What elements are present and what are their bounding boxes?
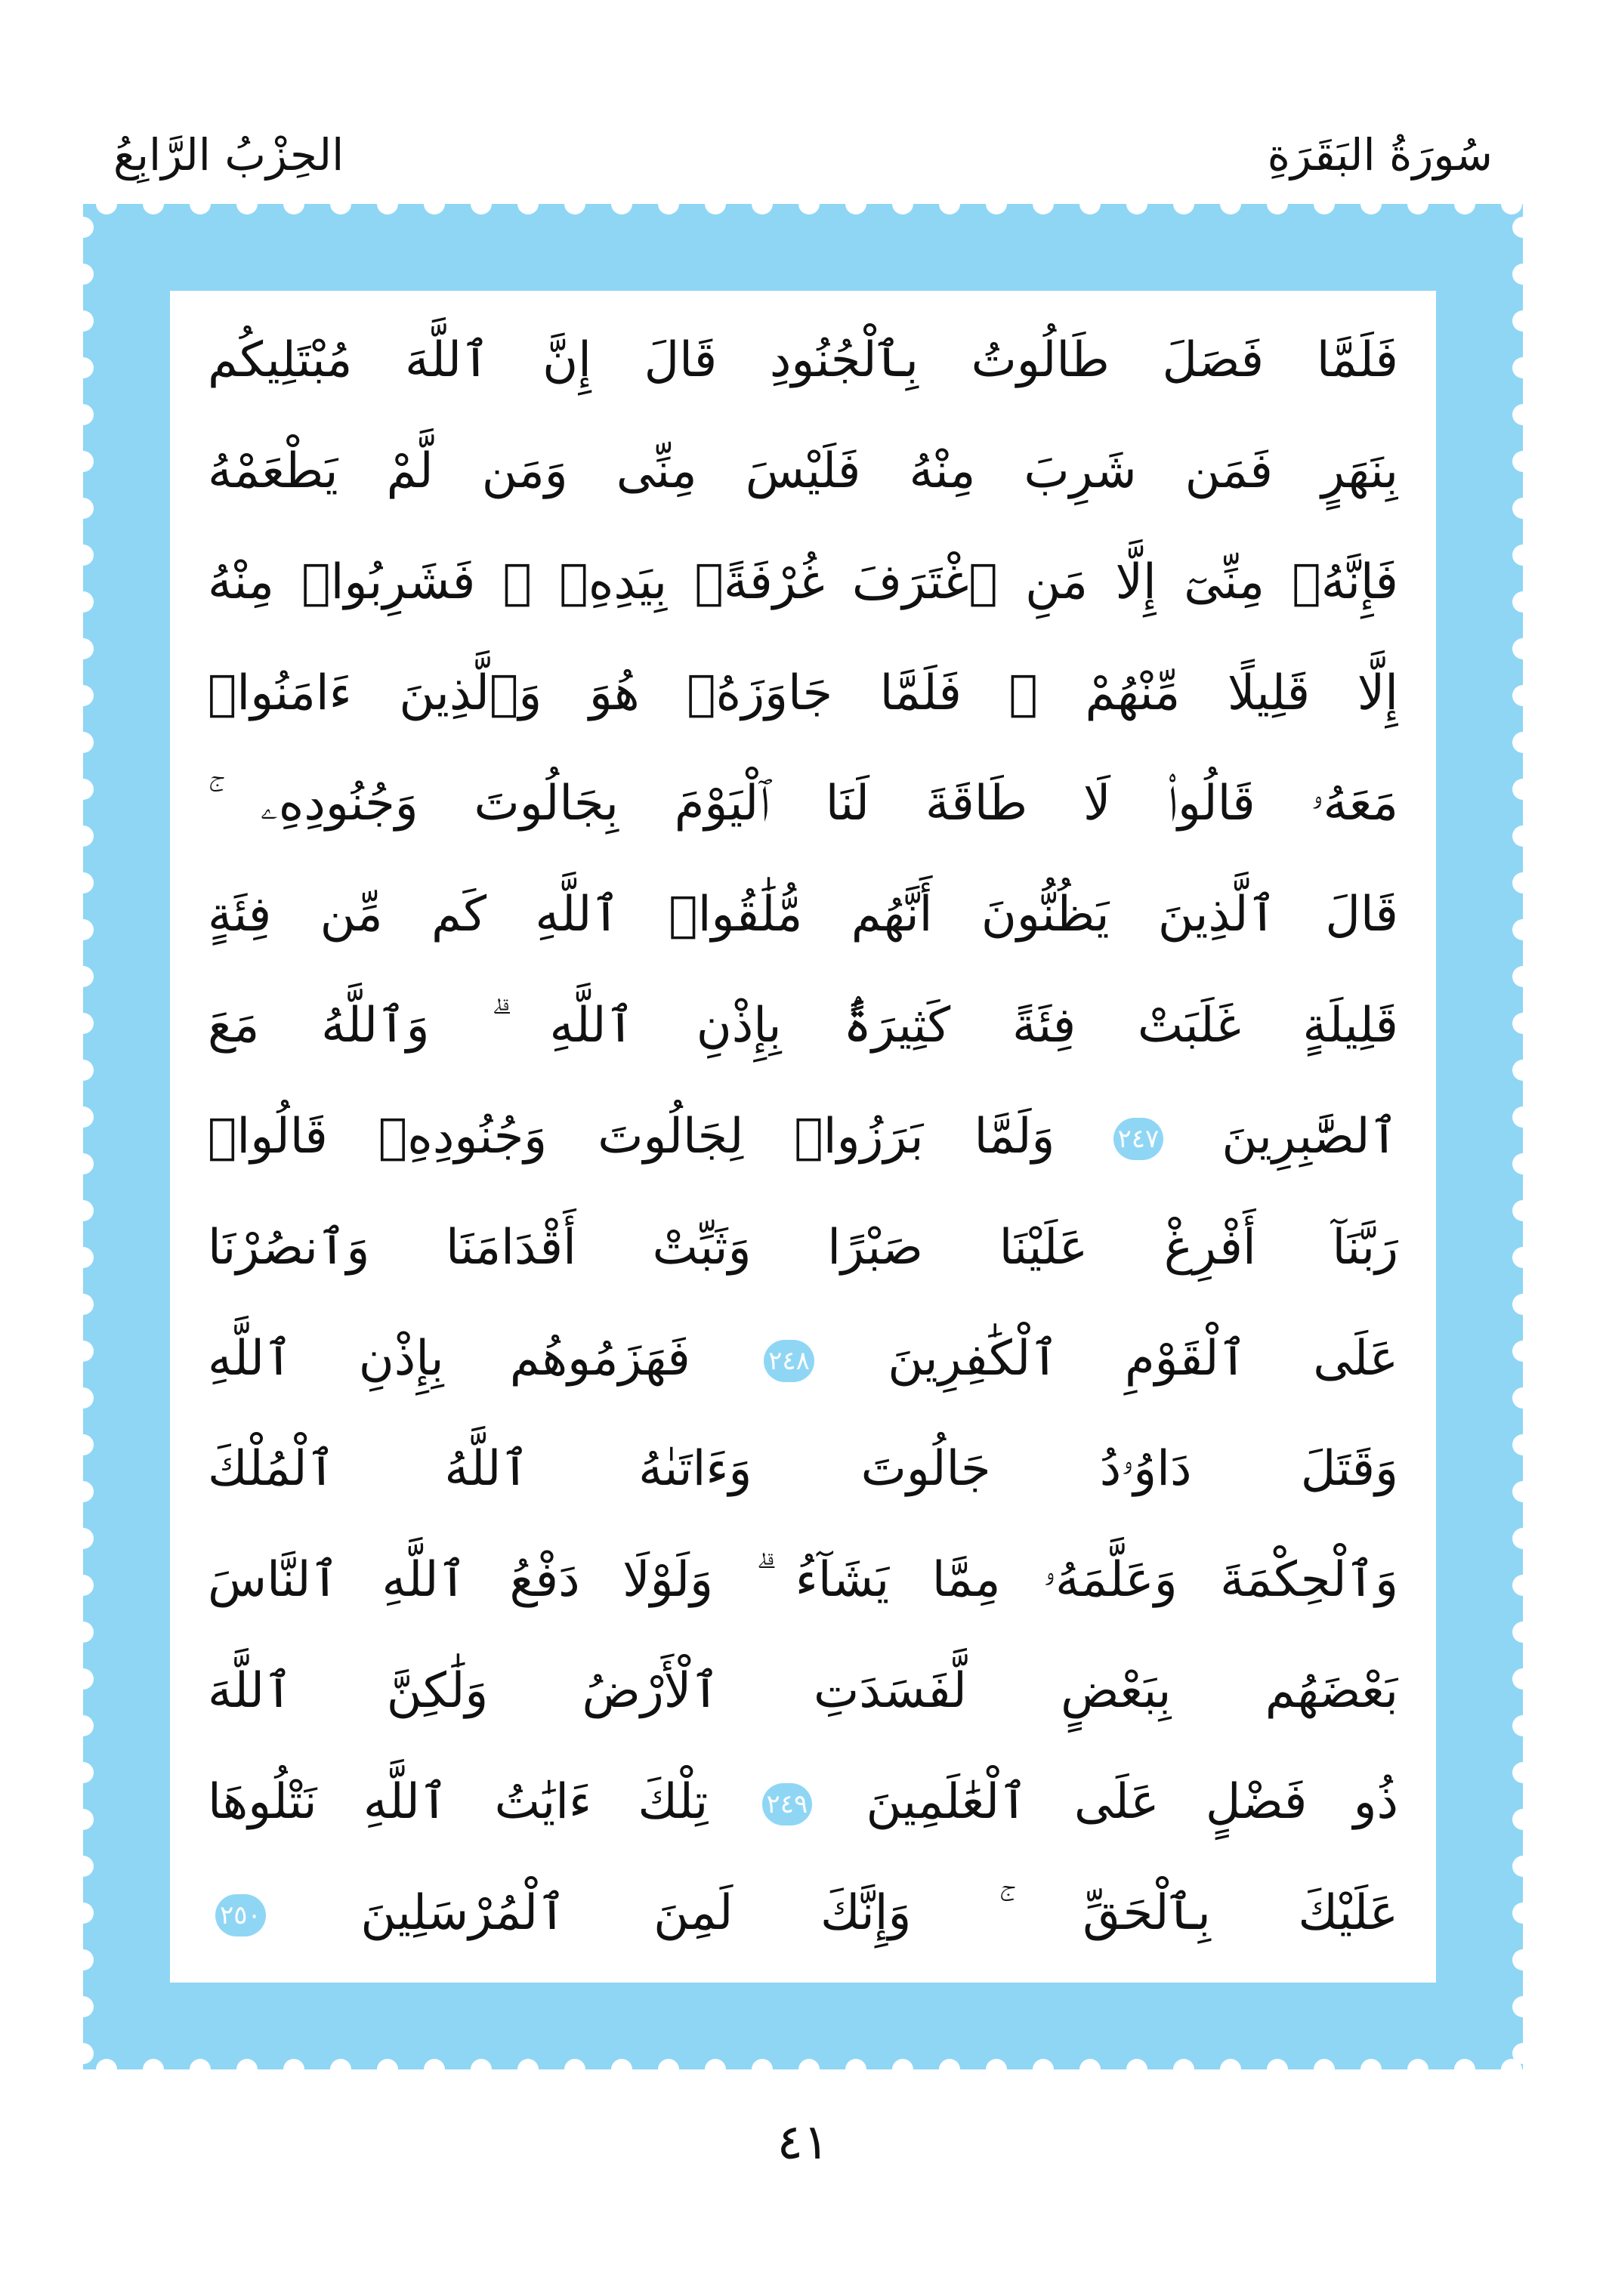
frame-scallop	[83, 310, 94, 332]
frame-scallop	[1512, 1949, 1523, 1970]
frame-scallop	[83, 1996, 94, 2017]
frame-scallop	[1454, 204, 1475, 214]
verse-line	[208, 1755, 1398, 1849]
frame-scallop	[83, 966, 94, 987]
frame-scallop	[752, 204, 773, 214]
frame-scallop	[1512, 1809, 1523, 1830]
verse-text: فَلَمَّا فَصَلَ طَالُوتُ بِٱلْجُنُودِ قَالَ إِنَّ ٱللَّهَ مُبْتَلِيكُم	[208, 332, 1398, 388]
frame-scallop	[83, 1060, 94, 1081]
frame-scallop	[96, 204, 117, 214]
frame-scallop	[83, 1247, 94, 1268]
frame-scallop	[611, 204, 632, 214]
frame-scallop	[83, 1622, 94, 1643]
frame-scallop	[83, 545, 94, 566]
frame-scallop	[564, 2059, 585, 2069]
frame-scallop	[1512, 1622, 1523, 1643]
frame-scallop	[83, 826, 94, 847]
frame-scallop	[1512, 1481, 1523, 1502]
frame-scallop	[424, 2059, 445, 2069]
frame-scallop	[83, 591, 94, 613]
frame-scallop	[1512, 1668, 1523, 1690]
frame-scallop	[283, 2059, 304, 2069]
verse-text: وَلَمَّا بَرَزُوا۟ لِجَالُوتَ وَجُنُودِهِۦ قَالُوا۟	[208, 1108, 1055, 1165]
verse-text: إِلَّا قَلِيلًا مِّنْهُمْ ۚ فَلَمَّا جَاوَزَهُۥ هُوَ وَٱلَّذِينَ ءَامَنُوا۟	[208, 665, 1398, 721]
frame-scallop	[83, 498, 94, 519]
verse-line	[208, 647, 1398, 740]
frame-scallop	[1512, 310, 1523, 332]
frame-scallop	[83, 1528, 94, 1549]
frame-scallop	[658, 2059, 679, 2069]
frame-scallop	[377, 2059, 398, 2069]
frame-scallop	[939, 2059, 960, 2069]
frame-scallop	[471, 204, 492, 214]
verse-text: بِنَهَرٍ فَمَن شَرِبَ مِنْهُ فَلَيْسَ مِنِّى وَمَن لَّمْ يَطْعَمْهُ	[208, 443, 1398, 499]
frame-scallop	[1512, 545, 1523, 566]
verse-text: قَلِيلَةٍ غَلَبَتْ فِئَةً كَثِيرَةًۢ بِإِذْنِ ٱللَّهِ ۗ وَٱللَّهُ مَعَ	[208, 998, 1398, 1054]
frame-scallop	[1220, 204, 1241, 214]
frame-scallop	[1079, 2059, 1101, 2069]
frame-scallop	[190, 204, 211, 214]
frame-scallop	[1314, 204, 1335, 214]
verse-text: فَهَزَمُوهُم بِإِذْنِ ٱللَّهِ	[208, 1330, 690, 1387]
frame-scallop	[1173, 2059, 1194, 2069]
verse-text: عَلَيْكَ بِٱلْحَقِّ ۚ وَإِنَّكَ لَمِنَ ٱلْمُرْسَلِينَ	[360, 1884, 1398, 1941]
verse-text: وَٱلْحِكْمَةَ وَعَلَّمَهُۥ مِمَّا يَشَآءُ ۗ وَلَوْلَا دَفْعُ ٱللَّهِ ٱلنَّاسَ	[208, 1552, 1398, 1609]
verse-text: عَلَى ٱلْقَوْمِ ٱلْكَٰفِرِينَ	[888, 1330, 1398, 1387]
verse-line	[208, 979, 1398, 1072]
frame-scallop	[83, 1481, 94, 1502]
ayah-number-marker: ٢٤٩	[762, 1783, 813, 1825]
frame-scallop	[564, 204, 585, 214]
frame-scallop	[83, 638, 94, 659]
frame-scallop	[1033, 2059, 1054, 2069]
frame-scallop	[1126, 2059, 1147, 2069]
frame-scallop	[330, 2059, 351, 2069]
verse-text: رَبَّنَآ أَفْرِغْ عَلَيْنَا صَبْرًا وَثَبِّتْ أَقْدَامَنَا وَٱنصُرْنَا	[208, 1219, 1398, 1276]
decorative-frame	[83, 204, 1523, 2069]
frame-scallop	[1512, 264, 1523, 285]
frame-scallop	[705, 2059, 726, 2069]
frame-scallop	[1512, 826, 1523, 847]
frame-scallop	[1173, 204, 1194, 214]
frame-scallop	[1220, 2059, 1241, 2069]
ayah-number-marker: ٢٥٠	[215, 1894, 266, 1936]
verse-line	[208, 1201, 1398, 1295]
page-number: ٤١	[777, 2115, 829, 2171]
frame-scallop	[705, 204, 726, 214]
frame-scallop	[1314, 2059, 1335, 2069]
verse-line	[208, 868, 1398, 961]
verse-line	[208, 424, 1398, 518]
frame-scallop	[845, 204, 866, 214]
frame-scallop	[83, 872, 94, 893]
verse-line	[208, 1090, 1398, 1183]
verse-lines	[208, 313, 1398, 1960]
frame-scallop	[143, 2059, 164, 2069]
frame-scallop	[83, 1809, 94, 1830]
verse-line	[208, 1533, 1398, 1627]
frame-scallop	[611, 2059, 632, 2069]
frame-scallop	[83, 1153, 94, 1174]
verse-text: وَقَتَلَ دَاوُۥدُ جَالُوتَ وَءَاتَىٰهُ ٱللَّهُ ٱلْمُلْكَ	[208, 1441, 1398, 1498]
verse-line	[208, 1312, 1398, 1406]
frame-scallop	[1512, 1762, 1523, 1783]
frame-scallop	[83, 404, 94, 425]
verse-text: قَالَ ٱلَّذِينَ يَظُنُّونَ أَنَّهُم مُّلَٰقُوا۟ ٱللَّهِ كَم مِّن فِئَةٍ	[208, 887, 1398, 943]
frame-scallop	[83, 2043, 94, 2064]
frame-scallop	[1512, 1200, 1523, 1221]
frame-scallop	[1512, 451, 1523, 472]
verse-line	[208, 1866, 1398, 1960]
frame-scallop	[83, 1715, 94, 1736]
frame-scallop	[658, 204, 679, 214]
frame-scallop	[1360, 204, 1382, 214]
frame-scallop	[1360, 2059, 1382, 2069]
verse-text: مَعَهُۥ قَالُوا۟ لَا طَاقَةَ لَنَا ٱلْيَوْمَ بِجَالُوتَ وَجُنُودِهِۦ ۚ	[208, 776, 1398, 832]
frame-scallop	[1512, 1153, 1523, 1174]
frame-scallop	[471, 2059, 492, 2069]
verse-line	[208, 1644, 1398, 1738]
verse-line	[208, 313, 1398, 407]
frame-scallop	[1501, 204, 1522, 214]
frame-scallop	[986, 204, 1007, 214]
frame-scallop	[1512, 1106, 1523, 1128]
frame-scallop	[1512, 638, 1523, 659]
verse-text: فَإِنَّهُۥ مِنِّىٓ إِلَّا مَنِ ٱغْتَرَفَ غُرْفَةًۢ بِيَدِهِۦ ۚ فَشَرِبُوا۟ مِنْهُ	[208, 554, 1398, 610]
frame-scallop	[1512, 1060, 1523, 1081]
frame-scallop	[986, 2059, 1007, 2069]
frame-scallop	[752, 2059, 773, 2069]
verse-line	[208, 535, 1398, 629]
frame-scallop	[83, 1013, 94, 1034]
frame-scallop	[1512, 1528, 1523, 1549]
verse-text: ٱلصَّٰبِرِينَ	[1221, 1108, 1398, 1165]
frame-scallop	[1512, 591, 1523, 613]
frame-scallop	[236, 204, 258, 214]
ayah-number-marker: ٢٤٧	[1113, 1118, 1164, 1160]
surah-name: سُورَةُ البَقَرَةِ	[1267, 129, 1493, 181]
frame-scallop	[83, 685, 94, 706]
frame-scallop	[798, 204, 820, 214]
frame-scallop	[1512, 404, 1523, 425]
verse-text: بَعْضَهُم بِبَعْضٍ لَّفَسَدَتِ ٱلْأَرْضُ وَلَٰكِنَّ ٱللَّهَ	[208, 1663, 1398, 1720]
frame-scallop	[96, 2059, 117, 2069]
frame-scallop	[1512, 919, 1523, 940]
frame-scallop	[1512, 1434, 1523, 1455]
text-panel	[170, 291, 1436, 1983]
verse-line	[208, 757, 1398, 850]
frame-scallop	[330, 204, 351, 214]
frame-scallop	[83, 264, 94, 285]
frame-scallop	[143, 204, 164, 214]
frame-scallop	[190, 2059, 211, 2069]
hizb-name: الحِزْبُ الرَّابِعُ	[113, 129, 344, 181]
frame-scallop	[1512, 1996, 1523, 2017]
frame-scallop	[1512, 732, 1523, 753]
frame-scallop	[1454, 2059, 1475, 2069]
frame-scallop	[939, 204, 960, 214]
frame-scallop	[1512, 1575, 1523, 1596]
frame-scallop	[83, 1856, 94, 1877]
frame-scallop	[83, 1762, 94, 1783]
frame-scallop	[1512, 217, 1523, 238]
frame-scallop	[1126, 204, 1147, 214]
frame-scallop	[517, 204, 539, 214]
frame-scallop	[424, 204, 445, 214]
frame-scallop	[892, 204, 913, 214]
frame-scallop	[83, 1294, 94, 1315]
frame-scallop	[1512, 685, 1523, 706]
frame-scallop	[1512, 498, 1523, 519]
ayah-number-marker: ٢٤٨	[764, 1340, 814, 1382]
page-header	[113, 113, 1493, 196]
frame-scallop	[1512, 966, 1523, 987]
frame-scallop	[1512, 779, 1523, 800]
frame-scallop	[83, 1668, 94, 1690]
frame-scallop	[1267, 204, 1288, 214]
frame-scallop	[1512, 1294, 1523, 1315]
verse-text: تِلْكَ ءَايَٰتُ ٱللَّهِ نَتْلُوهَا	[208, 1773, 709, 1830]
frame-scallop	[1512, 1341, 1523, 1362]
frame-scallop	[517, 2059, 539, 2069]
frame-scallop	[83, 1949, 94, 1970]
frame-scallop	[83, 1434, 94, 1455]
frame-scallop	[798, 2059, 820, 2069]
frame-scallop	[83, 1200, 94, 1221]
frame-scallop	[1512, 872, 1523, 893]
frame-scallop	[1512, 1715, 1523, 1736]
frame-scallop	[1512, 1247, 1523, 1268]
frame-scallop	[236, 2059, 258, 2069]
frame-scallop	[83, 1387, 94, 1409]
frame-scallop	[377, 204, 398, 214]
frame-scallop	[1407, 2059, 1428, 2069]
frame-scallop	[1033, 204, 1054, 214]
frame-scallop	[1512, 1387, 1523, 1409]
frame-scallop	[1407, 204, 1428, 214]
frame-scallop	[1512, 1856, 1523, 1877]
frame-scallop	[83, 1903, 94, 1924]
frame-scallop	[83, 732, 94, 753]
verse-text: ذُو فَضْلٍ عَلَى ٱلْعَٰلَمِينَ	[866, 1773, 1398, 1830]
frame-scallop	[83, 451, 94, 472]
frame-scallop	[83, 1106, 94, 1128]
verse-line	[208, 1422, 1398, 1516]
frame-scallop	[1267, 2059, 1288, 2069]
frame-scallop	[83, 919, 94, 940]
frame-scallop	[845, 2059, 866, 2069]
frame-scallop	[83, 1341, 94, 1362]
frame-scallop	[83, 357, 94, 378]
frame-scallop	[1512, 357, 1523, 378]
frame-scallop	[283, 204, 304, 214]
frame-scallop	[892, 2059, 913, 2069]
frame-scallop	[1512, 1013, 1523, 1034]
frame-scallop	[83, 779, 94, 800]
frame-scallop	[1079, 204, 1101, 214]
frame-scallop	[1512, 1903, 1523, 1924]
frame-scallop	[83, 1575, 94, 1596]
frame-scallop	[83, 217, 94, 238]
